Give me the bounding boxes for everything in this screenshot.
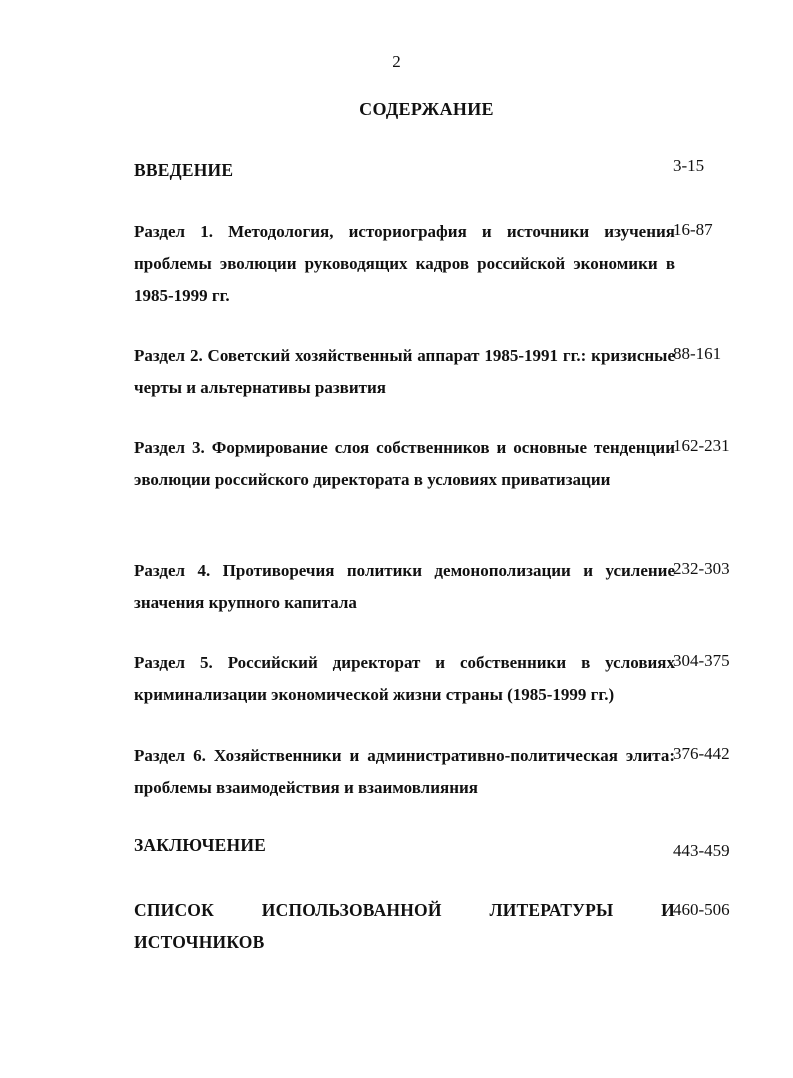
toc-entry-text: Раздел 3. Формирование слоя собственников и основные тенденции эволюции российского директората в условиях приватизации	[134, 438, 675, 489]
page-number: 2	[392, 52, 401, 71]
toc-entry-pages: 376-442	[673, 744, 730, 763]
toc-entry-introduction	[134, 154, 745, 186]
toc-entry-section-3	[134, 432, 745, 496]
toc-entry-text: СПИСОК ИСПОЛЬЗОВАННОЙ ЛИТЕРАТУРЫ И ИСТОЧНИКОВ	[134, 900, 675, 952]
toc-entry-text: Раздел 6. Хозяйственники и административно-политическая элита: проблемы взаимодействия и взаимовлияния	[134, 746, 675, 797]
page-title: СОДЕРЖАНИЕ	[359, 99, 494, 119]
toc-entry-section-4	[134, 555, 745, 619]
toc-entry-section-5	[134, 647, 745, 711]
toc-entry-pages: 304-375	[673, 651, 730, 670]
toc-entry-pages: 88-161	[673, 344, 722, 363]
toc-entry-text: ВВЕДЕНИЕ	[134, 160, 234, 180]
toc-entry-pages: 162-231	[673, 436, 730, 455]
toc-entry-pages: 16-87	[673, 220, 713, 239]
toc-entry-pages: 460-506	[673, 900, 730, 919]
toc-entry-section-1	[134, 216, 745, 312]
toc-entry-text: Раздел 4. Противоречия политики демонополизации и усиление значения крупного капитала	[134, 561, 675, 612]
toc-entry-conclusion	[134, 829, 745, 861]
toc-entry-references	[134, 894, 745, 958]
toc-entry-pages: 232-303	[673, 559, 730, 578]
toc-entry-text: ЗАКЛЮЧЕНИЕ	[134, 835, 267, 855]
toc-entry-pages: 443-459	[673, 841, 730, 860]
toc-entry-section-6	[134, 740, 745, 804]
toc-entry-pages: 3-15	[673, 156, 705, 175]
toc-entry-text: Раздел 2. Советский хозяйственный аппарат 1985-1991 гг.: кризисные черты и альтернативы развития	[134, 346, 675, 397]
toc-entry-text: Раздел 1. Методология, историография и источники изучения проблемы эволюции руководящих кадров российской экономики в 1985-1999 гг.	[134, 222, 675, 305]
toc-entry-section-2	[134, 340, 745, 404]
toc-entry-text: Раздел 5. Российский директорат и собственники в условиях криминализации экономической жизни страны (1985-1999 гг.)	[134, 653, 675, 704]
